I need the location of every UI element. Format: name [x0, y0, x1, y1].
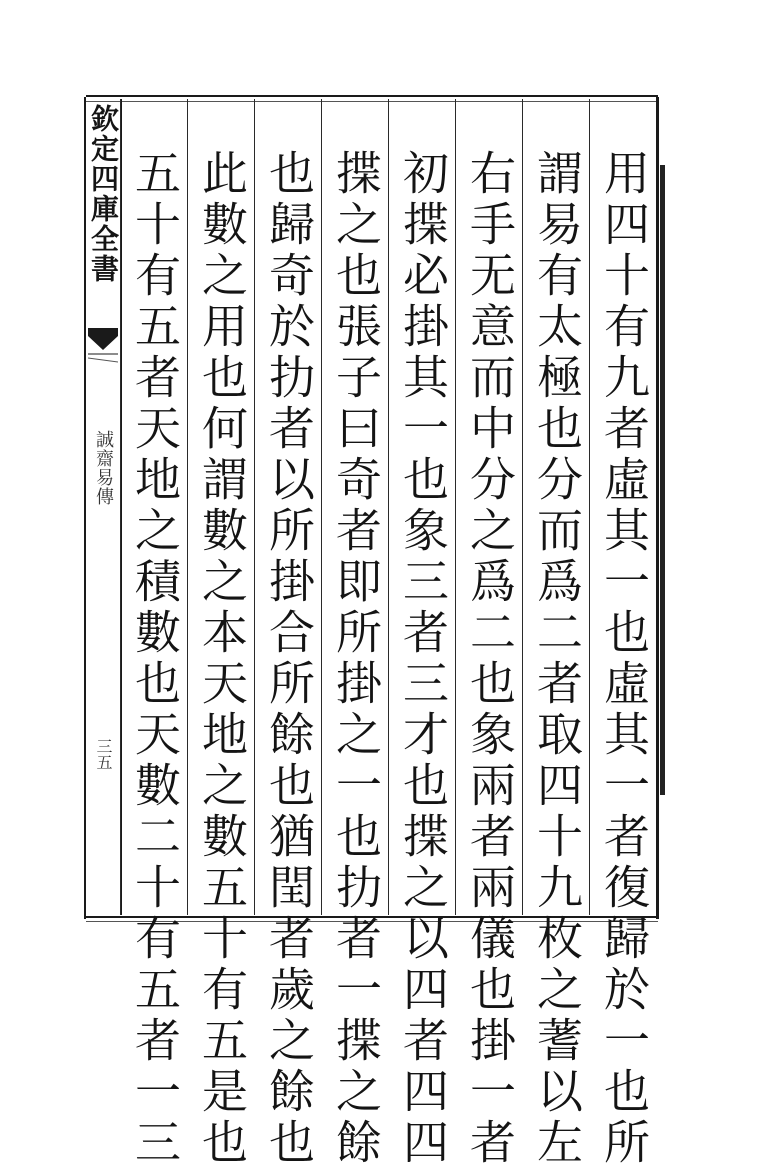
text-column — [120, 99, 187, 1169]
text-column — [455, 99, 522, 1169]
folio-number: 三五 — [94, 738, 113, 770]
text-column — [254, 99, 321, 1169]
page-edge-shadow — [660, 165, 665, 795]
section-title: 誠齋易傳 — [93, 430, 114, 506]
column-text: 五十有五者天地之積數也天數二十有五者一三 — [128, 149, 182, 1169]
column-text: 也歸奇於扐者以所掛合所餘也猶閏者歲之餘也 — [262, 149, 316, 1169]
column-text: 此數之用也何謂數之本天地之數五十有五是也 — [195, 149, 249, 1169]
column-text: 右手无意而中分之爲二也象兩者兩儀也掛一者 — [463, 149, 517, 1169]
column-text: 謂易有太極也分而爲二者取四十九枚之蓍以左 — [530, 149, 584, 1169]
text-column — [388, 99, 455, 1169]
text-column — [187, 99, 254, 1169]
book-title: 欽定四庫全書 — [87, 104, 120, 284]
text-column — [589, 99, 656, 1169]
column-text: 揲之也張子曰奇者即所掛之一也扐者一揲之餘 — [329, 149, 383, 1169]
text-column — [321, 99, 388, 1169]
text-columns — [120, 99, 656, 1169]
column-text: 用四十有九者虛其一也虛其一者復歸於一也所 — [597, 149, 651, 1169]
text-column — [522, 99, 589, 1169]
column-text: 初揲必掛其一也象三者三才也揲之以四者四四 — [396, 149, 450, 1169]
fish-tail-ornament-icon — [88, 328, 118, 370]
